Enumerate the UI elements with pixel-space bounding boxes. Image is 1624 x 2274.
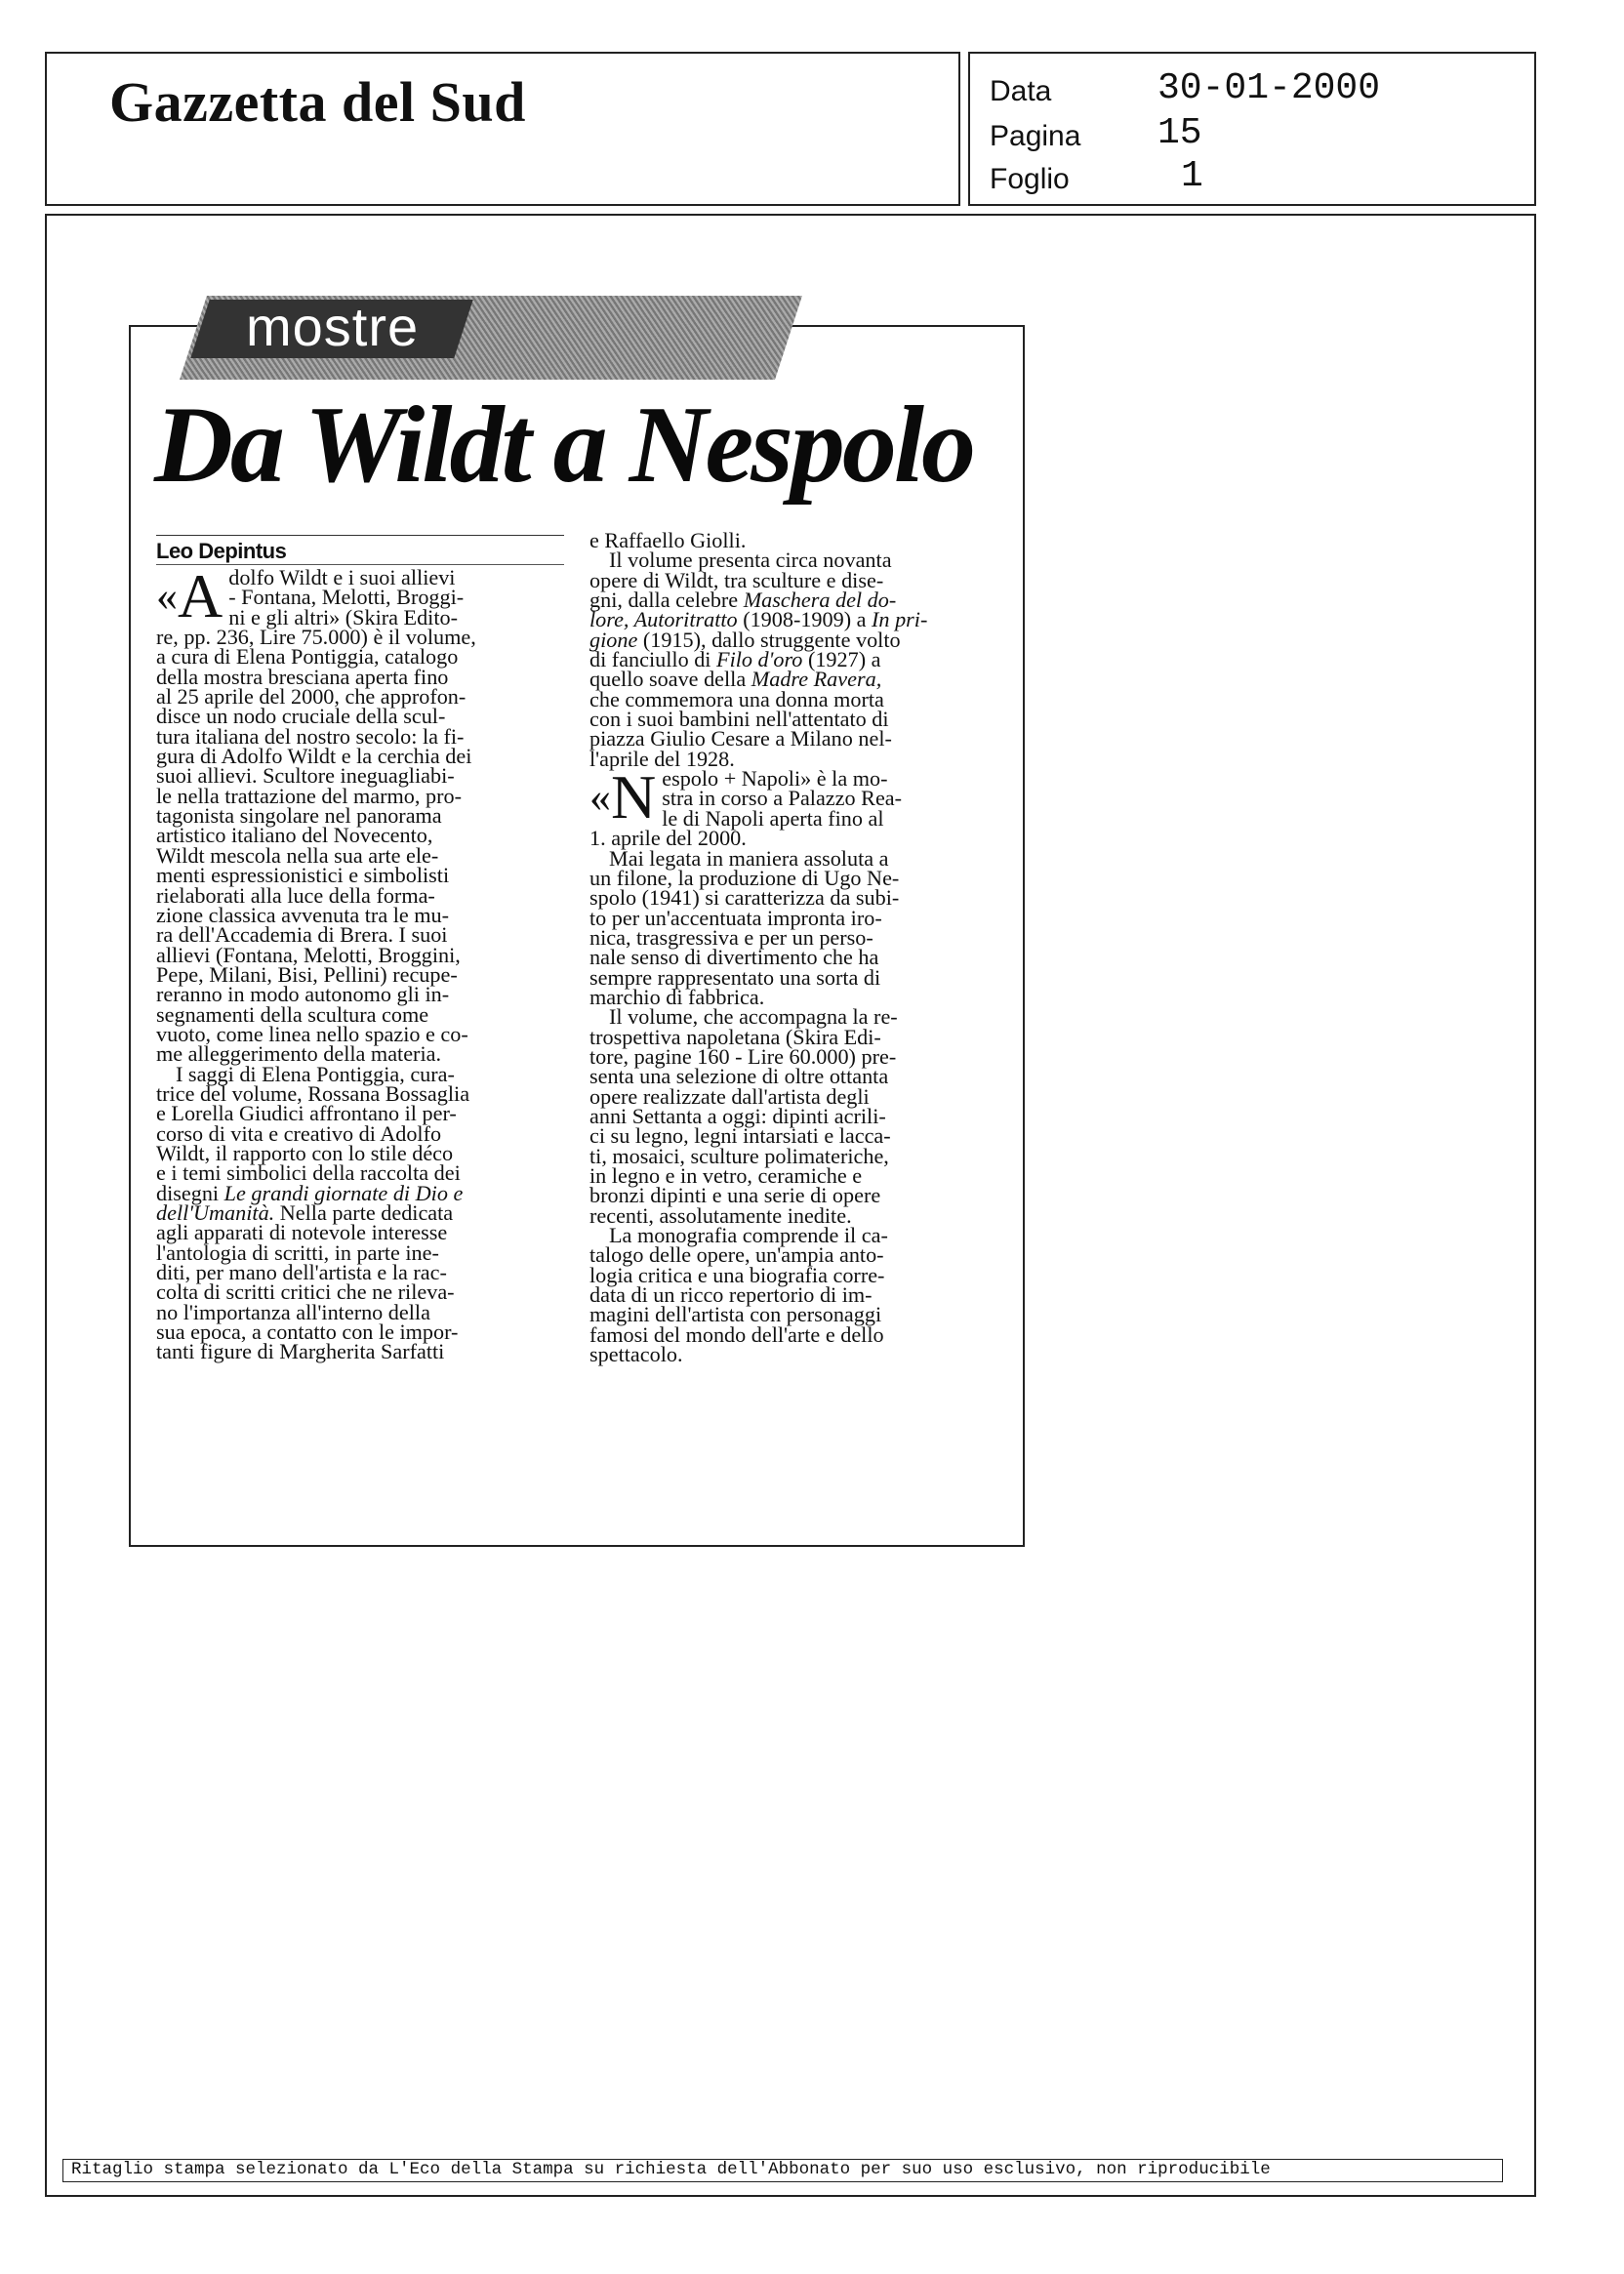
- paragraph-2-rest: [156, 1220, 566, 1364]
- text-line: me alleggerimento della materia.: [156, 1041, 442, 1067]
- text-line: Pepe, Milani, Bisi, Pellini) recupe-: [156, 961, 458, 987]
- text-line: menti espressionistici e simbolisti: [156, 863, 450, 888]
- text-line: nica, trasgressiva e per un perso-: [589, 924, 873, 950]
- text-line: tore, pagine 160 - Lire 60.000) pre-: [589, 1043, 897, 1069]
- text-fragment: (1915), dallo struggente volto: [637, 627, 901, 652]
- meta-box: [968, 52, 1536, 206]
- text-line: sempre rappresentato una sorta di: [589, 964, 881, 990]
- italic-title: Maschera del do-: [743, 588, 897, 613]
- drop-cap-letter: A: [178, 561, 223, 630]
- text-line: sua epoca, a contatto con le impor-: [156, 1320, 459, 1345]
- text-fragment: di fanciullo di: [589, 647, 717, 672]
- text-line: talogo delle opere, un'ampia anto-: [589, 1242, 884, 1268]
- text-line: e Raffaello Giolli.: [589, 528, 747, 552]
- text-line: 1. aprile del 2000.: [589, 826, 747, 851]
- meta-value-page: 15: [1157, 112, 1202, 154]
- text-fragment: quello soave della: [589, 667, 751, 692]
- text-fragment: gni, dalla celebre: [589, 588, 744, 613]
- text-line: e i temi simbolici della raccolta dei: [156, 1160, 461, 1186]
- clipping-disclaimer: Ritaglio stampa selezionato da L'Eco della Stampa su richiesta dell'Abbonato per suo uso esclusivo, non riproducibile: [62, 2159, 1503, 2182]
- text-line: in legno e in vetro, ceramiche e: [589, 1163, 863, 1188]
- article-column-1: [156, 561, 566, 1364]
- text-line: tagonista singolare nel panorama: [156, 803, 442, 829]
- text-line: disce un nodo cruciale della scul-: [156, 704, 446, 729]
- text-line: data di un ricco repertorio di im-: [589, 1282, 873, 1308]
- meta-value-date: 30-01-2000: [1157, 67, 1381, 109]
- section-label: mostre: [246, 296, 420, 357]
- text-line: recenti, assolutamente inedite.: [589, 1202, 852, 1228]
- drop-cap-quote: «: [156, 572, 178, 620]
- text-line: della mostra bresciana aperta fino: [156, 664, 449, 689]
- text-line: Wildt, il rapporto con lo stile déco: [156, 1140, 454, 1165]
- text-line: opere di Wildt, tra sculture e dise-: [589, 567, 884, 592]
- text-line: Mai legata in maniera assoluta a: [609, 845, 889, 871]
- paragraph-6: [589, 1223, 1003, 1367]
- italic-title: Filo d'oro: [716, 647, 803, 672]
- meta-value-sheet: 1: [1181, 155, 1203, 197]
- article-author: Leo Depintus: [156, 539, 287, 563]
- text-line: ci su legno, legni intarsiati e lacca-: [589, 1123, 891, 1149]
- text-line: gura di Adolfo Wildt e la cerchia dei: [156, 744, 472, 769]
- text-line: Wildt mescola nella sua arte ele-: [156, 842, 439, 868]
- text-fragment: disegni: [156, 1180, 220, 1205]
- meta-row-date: [990, 67, 1517, 110]
- text-line: spolo (1941) si caratterizza da subi-: [589, 885, 900, 911]
- italic-title: In pri-: [872, 607, 928, 632]
- paragraph-1: [156, 561, 566, 1067]
- text-line: e Lorella Giudici affrontano il per-: [156, 1101, 457, 1126]
- paragraph-2: [156, 1061, 566, 1364]
- text-line: vuoto, come linea nello spazio e co-: [156, 1021, 468, 1046]
- italic-title: dell'Umanità.: [156, 1200, 275, 1225]
- text-line: senta una selezione di oltre ottanta: [589, 1064, 889, 1089]
- article-column-2: [589, 528, 1003, 1367]
- text-line: logia critica e una biografia corre-: [589, 1262, 885, 1287]
- paragraph-1-rest: [156, 625, 566, 1067]
- text-line: La monografia comprende il ca-: [609, 1223, 888, 1248]
- text-line: trice del volume, Rossana Bossaglia: [156, 1080, 470, 1106]
- text-line: nale senso di divertimento che ha: [589, 945, 879, 970]
- meta-row-sheet: [990, 155, 1517, 198]
- text-line: espolo + Napoli» è la mo-: [662, 766, 888, 792]
- text-line: al 25 aprile del 2000, che approfon-: [156, 684, 467, 710]
- text-line: l'aprile del 1928.: [589, 746, 735, 771]
- text-line: le nella trattazione del marmo, pro-: [156, 783, 462, 808]
- text-line: allievi (Fontana, Melotti, Broggini,: [156, 942, 461, 967]
- text-line: opere realizzate dall'artista degli: [589, 1083, 870, 1109]
- meta-label-sheet: Foglio: [990, 163, 1070, 195]
- meta-row-page: [990, 112, 1517, 155]
- text-line: I saggi di Elena Pontiggia, cura-: [176, 1061, 455, 1086]
- drop-cap-a: [156, 561, 223, 630]
- paragraph-2-lines: [156, 1061, 566, 1186]
- text-line: spettacolo.: [589, 1342, 683, 1367]
- text-line: Il volume, che accompagna la re-: [609, 1004, 898, 1030]
- text-line: magini dell'artista con personaggi: [589, 1302, 882, 1327]
- text-line: to per un'accentuata impronta iro-: [589, 905, 882, 930]
- text-line: l'antologia di scritti, in parte ine-: [156, 1239, 439, 1265]
- text-line: artistico italiano del Novecento,: [156, 823, 433, 848]
- text-line: rielaborati alla luce della forma-: [156, 882, 435, 908]
- text-line: bronzi dipinti e una serie di opere: [589, 1183, 881, 1208]
- text-line: Il volume presenta circa novanta: [609, 548, 892, 573]
- meta-label-date: Data: [990, 75, 1052, 107]
- text-line: anni Settanta a oggi: dipinti acrili-: [589, 1103, 886, 1128]
- paragraph-4: [589, 845, 1003, 1009]
- text-line: ti, mosaici, sculture polimateriche,: [589, 1143, 889, 1168]
- text-line: dolfo Wildt e i suoi allievi: [228, 565, 456, 589]
- text-line: trospettiva napoletana (Skira Edi-: [589, 1024, 881, 1049]
- text-line: tanti figure di Margherita Sarfatti: [156, 1339, 445, 1364]
- italic-title: gione: [589, 627, 638, 652]
- text-line: diti, per mano dell'artista e la rac-: [156, 1260, 447, 1285]
- text-fragment: (1927) a: [802, 647, 881, 672]
- text-line: con i suoi bambini nell'attentato di: [589, 707, 889, 732]
- text-line: re, pp. 236, Lire 75.000) è il volume,: [156, 625, 476, 650]
- text-line: ra dell'Accademia di Brera. I suoi: [156, 922, 448, 948]
- italic-title: Le grandi giornate di Dio e: [223, 1180, 464, 1205]
- paragraph-rest: [589, 686, 1003, 771]
- italic-title: Madre Ravera,: [751, 667, 882, 692]
- article-headline: Da Wildt a Nespolo: [154, 385, 973, 506]
- text-line: le di Napoli aperta fino al: [662, 805, 884, 831]
- text-line: zione classica avvenuta tra le mu-: [156, 902, 450, 927]
- newspaper-header-box: [45, 52, 960, 206]
- text-line: ni e gli altri» (Skira Edito-: [228, 604, 458, 629]
- text-line: corso di vita e creativo di Adolfo: [156, 1120, 442, 1146]
- newspaper-name: Gazzetta del Sud: [109, 70, 526, 134]
- text-line: agli apparati di notevole interesse: [156, 1220, 448, 1245]
- text-fragment: (1908-1909) a: [737, 607, 873, 632]
- drop-cap-quote: «: [589, 773, 611, 822]
- text-line: segnamenti della scultura come: [156, 1001, 429, 1027]
- text-line: a cura di Elena Pontiggia, catalogo: [156, 644, 459, 670]
- text-line: marchio di fabbrica.: [589, 984, 765, 1009]
- text-line: stra in corso a Palazzo Rea-: [662, 786, 903, 811]
- text-line: che commemora una donna morta: [589, 686, 884, 711]
- text-line: reranno in modo autonomo gli in-: [156, 982, 450, 1007]
- text-line: suoi allievi. Scultore ineguagliabi-: [156, 763, 455, 789]
- text-line: un filone, la produzione di Ugo Ne-: [589, 865, 900, 890]
- paragraph-5: [589, 1004, 1003, 1228]
- drop-cap-letter: N: [611, 762, 657, 832]
- text-line: famosi del mondo dell'arte e dello: [589, 1321, 884, 1347]
- text-line: - Fontana, Melotti, Broggi-: [228, 585, 465, 610]
- meta-label-page: Pagina: [990, 120, 1081, 152]
- text-line: colta di scritti critici che ne rileva-: [156, 1279, 455, 1305]
- text-line: no l'importanza all'interno della: [156, 1299, 430, 1324]
- drop-cap-n: [589, 762, 657, 832]
- text-fragment: Nella parte dedicata: [274, 1200, 454, 1225]
- text-line: tura italiana del nostro secolo: la fi-: [156, 723, 465, 749]
- paragraph-nespolo: [589, 762, 1003, 851]
- byline-rule-top: [156, 535, 564, 536]
- italic-title: lore, Autoritratto: [589, 607, 738, 632]
- text-line: piazza Giulio Cesare a Milano nel-: [589, 726, 892, 751]
